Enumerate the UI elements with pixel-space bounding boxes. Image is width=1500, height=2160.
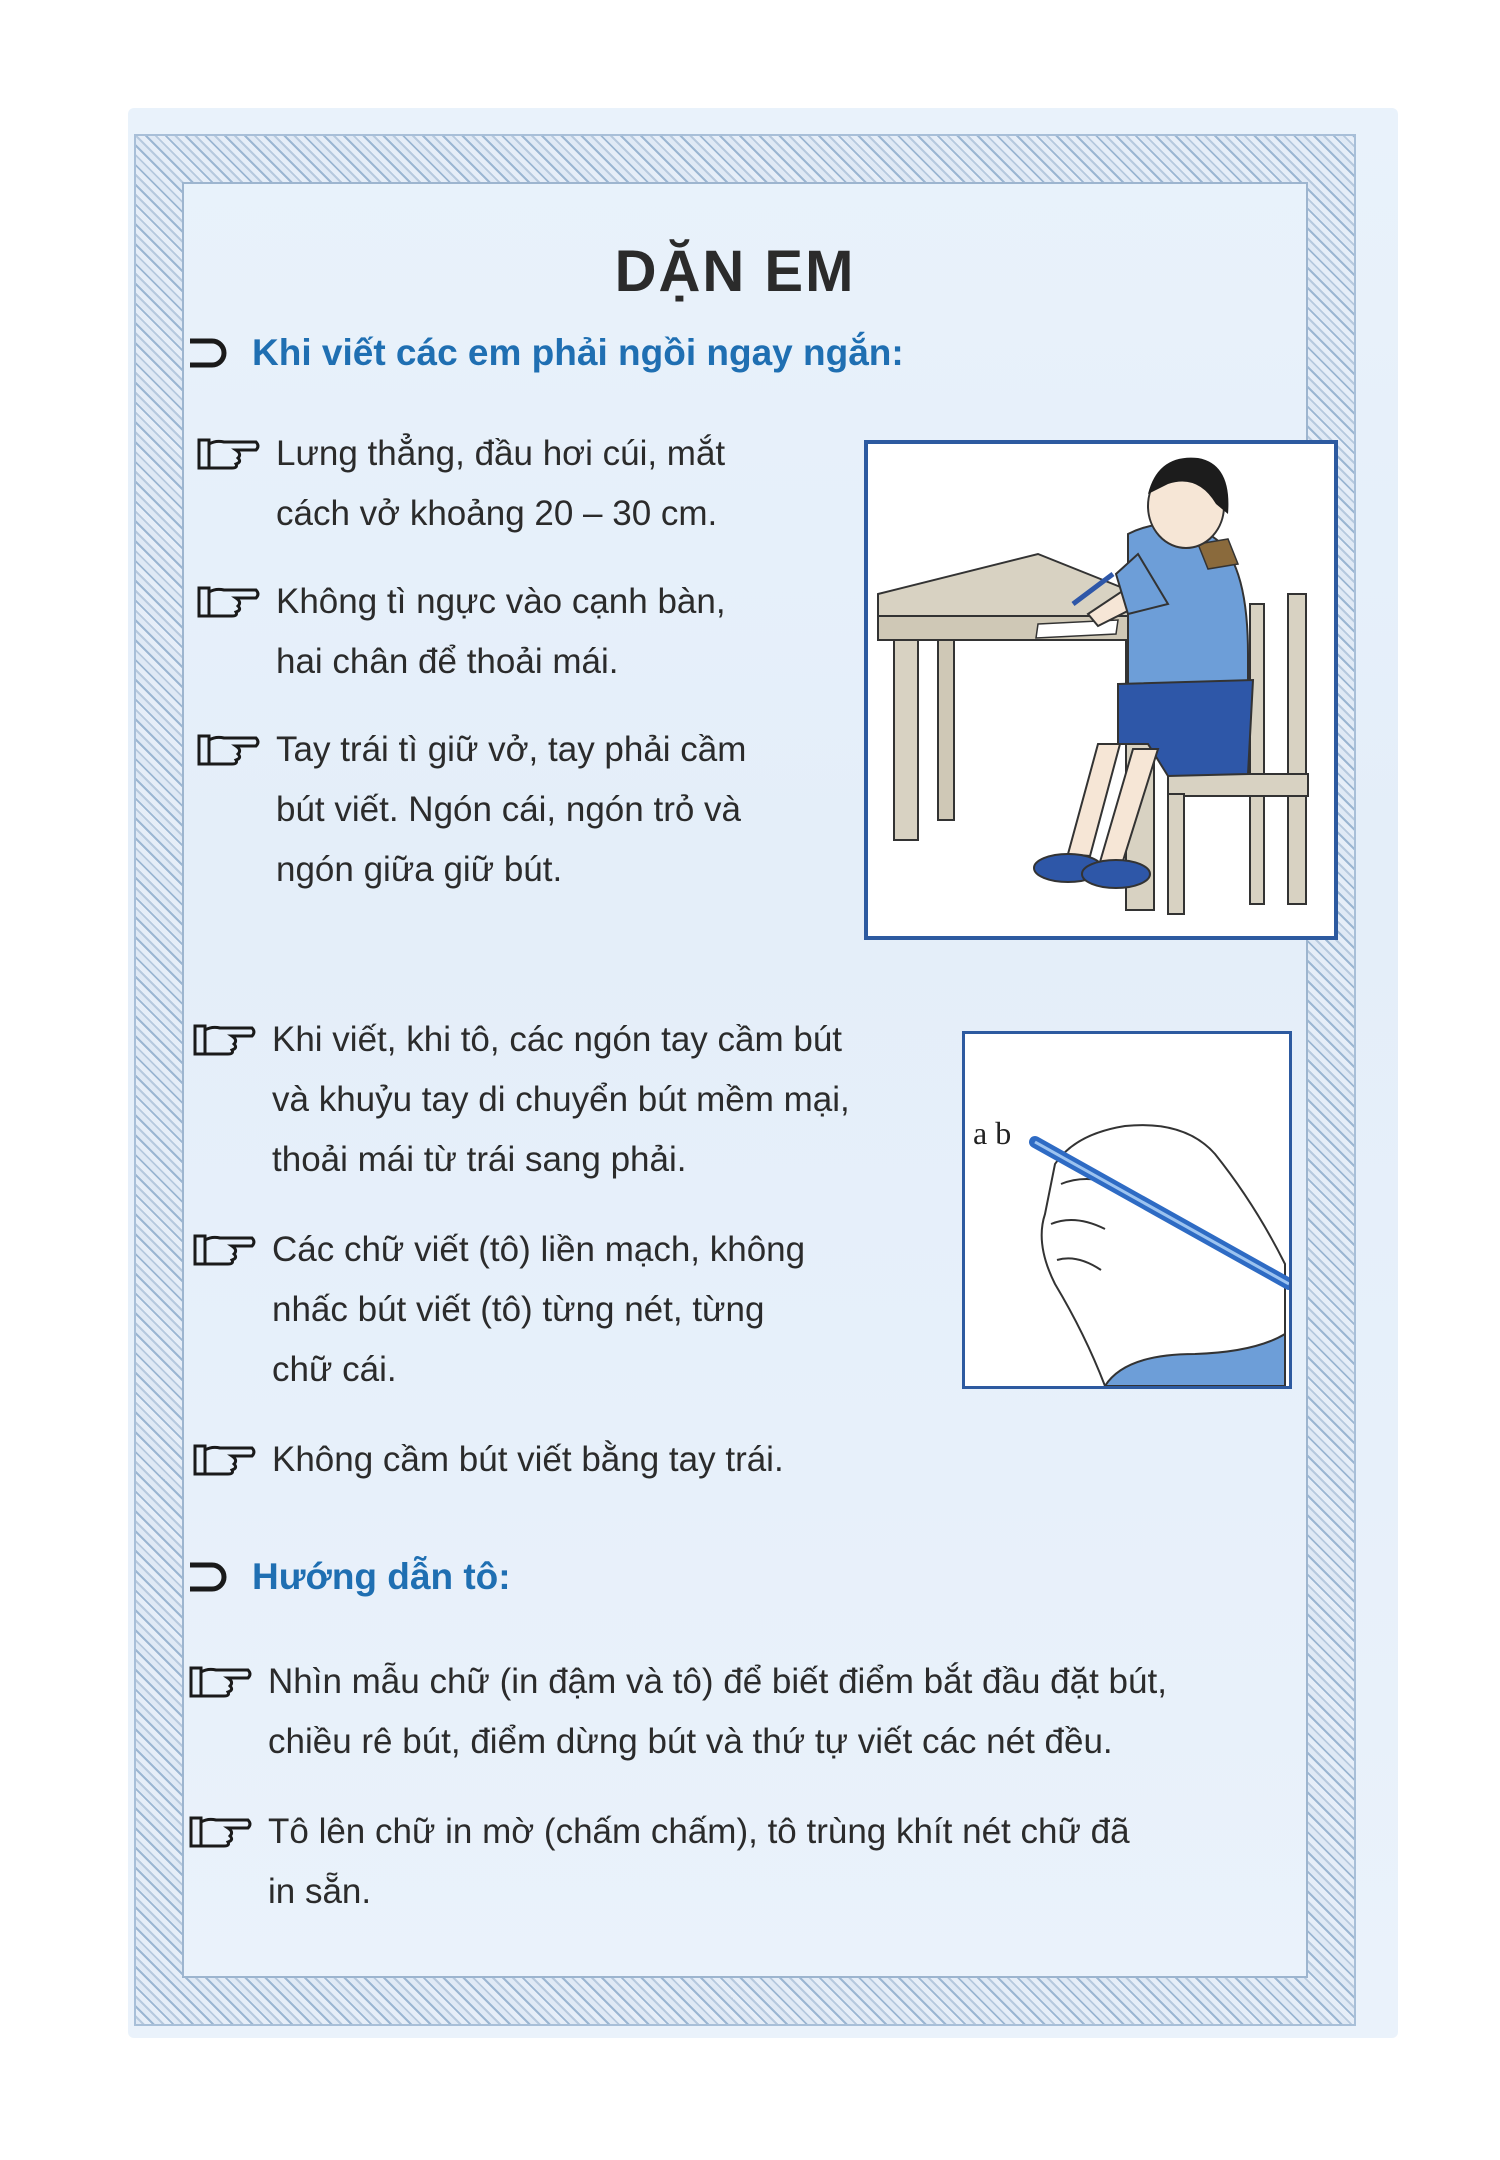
illustration-pen-grip (962, 1031, 1292, 1389)
pointing-hand-icon (188, 1812, 254, 1850)
list-item (188, 1652, 1167, 1772)
list-item (192, 1220, 805, 1400)
item-line: cách vở khoảng 20 – 30 cm. (276, 494, 718, 533)
pointing-hand-icon (196, 582, 262, 620)
item-line: bút viết. Ngón cái, ngón trỏ và (276, 790, 741, 829)
section-heading-tracing (186, 1556, 511, 1598)
item-line: thoải mái từ trái sang phải. (272, 1140, 687, 1179)
illustration-sitting-posture (864, 440, 1338, 940)
list-item (188, 1802, 1130, 1922)
list-item (196, 572, 726, 692)
item-line: Khi viết, khi tô, các ngón tay cầm bút (272, 1020, 843, 1059)
handwriting-sample: a b (973, 1115, 1012, 1151)
item-line: chiều rê bút, điểm dừng bút và thứ tự viết các nét đều. (268, 1722, 1113, 1761)
item-line: in sẵn. (268, 1872, 372, 1911)
pointing-hand-icon (196, 730, 262, 768)
pointing-hand-icon (192, 1230, 258, 1268)
list-item (192, 1430, 784, 1490)
page-title: DẶN EM (614, 239, 856, 304)
item-line: hai chân để thoải mái. (276, 642, 619, 681)
list-item (196, 424, 725, 544)
item-line: Lưng thẳng, đầu hơi cúi, mắt (276, 434, 726, 473)
child-at-desk-illustration (868, 444, 1334, 936)
section-heading-text: Hướng dẫn tô: (252, 1556, 511, 1597)
pointing-hand-icon (196, 434, 262, 472)
pointing-hand-icon (192, 1440, 258, 1478)
item-line: Nhìn mẫu chữ (in đậm và tô) để biết điểm bắt đầu đặt bút, (268, 1662, 1167, 1701)
hand-holding-pen-illustration (965, 1034, 1289, 1386)
pointing-hand-icon (192, 1020, 258, 1058)
section-heading-sitting (186, 332, 904, 374)
item-line: Các chữ viết (tô) liền mạch, không (272, 1230, 806, 1269)
section-heading-text: Khi viết các em phải ngồi ngay ngắn: (252, 332, 904, 373)
item-line: Tô lên chữ in mờ (chấm chấm), tô trùng khít nét chữ đã (268, 1812, 1130, 1851)
item-line: chữ cái. (272, 1350, 397, 1389)
item-line: ngón giữa giữ bút. (276, 850, 563, 889)
arrow-bullet-icon (186, 1557, 238, 1597)
item-line: Tay trái tì giữ vở, tay phải cầm (276, 730, 747, 769)
arrow-bullet-icon (186, 333, 238, 373)
item-line: và khuỷu tay di chuyển bút mềm mại, (272, 1080, 850, 1119)
list-item (192, 1010, 850, 1190)
item-line: Không cầm bút viết bằng tay trái. (272, 1440, 784, 1479)
pointing-hand-icon (188, 1662, 254, 1700)
list-item (196, 720, 746, 900)
item-line: nhấc bút viết (tô) từng nét, từng (272, 1290, 765, 1329)
item-line: Không tì ngực vào cạnh bàn, (276, 582, 726, 621)
